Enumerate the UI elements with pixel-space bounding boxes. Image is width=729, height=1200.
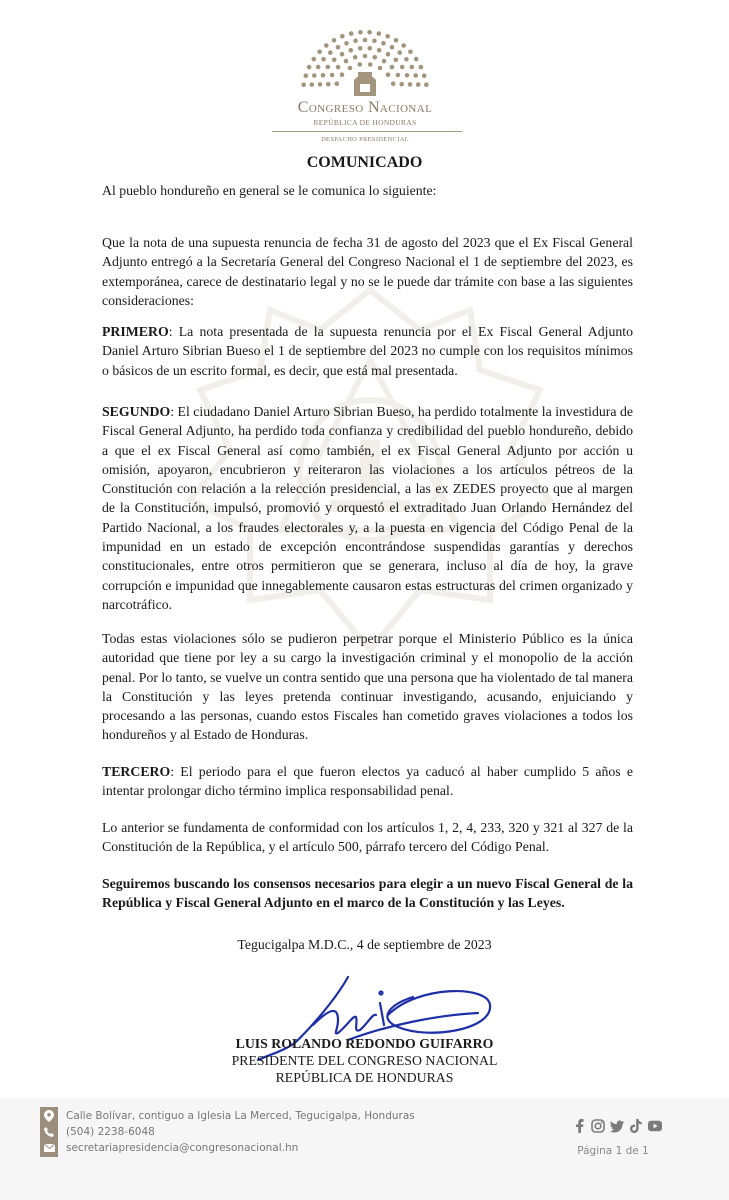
email-row [40, 1139, 298, 1157]
closing-statement: Seguiremos buscando los consensos necesarios para elegir a un nuevo Fiscal General de la República y Fiscal General Adjunto en el marco de la Constitución y las Leyes. [102, 876, 633, 911]
social-icons [572, 1119, 662, 1133]
logo-seat-dot [394, 58, 399, 63]
logo-seat-dot [358, 62, 363, 67]
logo-seat-dot [307, 65, 312, 70]
logo-seat-dot [312, 73, 317, 78]
primero-paragraph [102, 322, 633, 380]
violations-paragraph: Todas estas violaciones sólo se pudieron perpetrar porque el Ministerio Público es la única autoridad que tiene por ley a su cargo la investigación criminal y el monopolio de la acción penal. Por lo tanto, se vuelve un contra sentido que una persona que ha violentado de tal manera la Constitución y las leyes pretenda continuar investigando, acusando, enjuiciando y procesando a las personas, cuando estos Fiscales han cometido graves violaciones a todos los hondureños y al Estado de Honduras. [102, 631, 633, 743]
logo-seat-dot [312, 57, 317, 62]
logo-seat-dot [399, 82, 404, 87]
logo-seat-dot [390, 65, 395, 70]
logo-seat-dot [321, 57, 326, 62]
logo-divider [272, 131, 462, 132]
tiktok-icon[interactable] [629, 1119, 643, 1133]
logo-seat-dot [340, 34, 345, 39]
logo-seat-dot [321, 73, 326, 78]
logo-seat-dot [404, 57, 409, 62]
logo-seat-dot [349, 48, 354, 53]
logo-seat-dot [394, 38, 399, 43]
logo-seat-dot [310, 82, 315, 87]
logo-seat-dot [408, 82, 413, 87]
logo-seat-dot [408, 50, 413, 55]
intro-paragraph: Que la nota de una supuesta renuncia de fecha 31 de agosto del 2023 que el Ex Fiscal General Adjunto entregó a la Secretaría General del Congreso Nacional el 1 de septiembre del 2023, es extemporánea, carece de destinatario legal y no se le puede dar trámite con base a las siguientes consideraciones: [102, 235, 633, 308]
segundo-text: : El ciudadano Daniel Arturo Sibrian Bueso, ha perdido totalmente la investidura de Fiscal General Adjunto, ha perdido toda confianza y credibilidad del pueblo hondureño, debido a que el ex Fiscal General así como también, el ex Fiscal General Adjunto por acción u omisión, apoyaron, encubrieron y reiteraron las violaciones a los artículos pétreos de la Constitución con relación a la relección presidencial, a las ex ZEDES proyecto que al margen de la Constitución, impulsó, promovió y orquestó el extraditado Juan Orlando Hernández del Partido Nacional, a los fraudes electorales y, a la puesta en vigencia del Código Penal de la impunidad en un estado de excepción encontrándose suspendidas garantías y derechos constitucionales, entre otros permitieron que se generara, incluso al día de hoy, la grave corrupción e impunidad que innegablemente causaron estas estructuras del crimen organizado y narcotráfico. [102, 404, 633, 612]
logo-seat-dot [353, 39, 358, 44]
logo-seat-dot [419, 65, 424, 70]
logo-seat-dot [422, 73, 427, 78]
logo-seat-dot [332, 58, 337, 63]
logo-seat-dot [353, 55, 358, 60]
logo-seat-dot [326, 82, 331, 87]
youtube-icon[interactable] [648, 1119, 662, 1133]
logo-seat-dot [330, 73, 335, 78]
logo-seat-dot [358, 46, 363, 51]
logo-seat-dot [372, 39, 377, 44]
logo-seat-dot [397, 50, 402, 55]
instagram-icon[interactable] [591, 1119, 605, 1133]
office-label: DESPACHO PRESIDENCIAL [321, 136, 409, 143]
logo-seat-dot [373, 55, 378, 60]
logo-seat-dot [416, 82, 421, 87]
logo-seat-dot [378, 66, 383, 71]
logo-subtitle: REPÚBLICA DE HONDURAS [313, 118, 417, 127]
logo-seat-dot [317, 50, 322, 55]
salutation: Al pueblo hondureño en general se le comunica lo siguiente: [102, 183, 437, 198]
logo-seat-dot [382, 59, 387, 64]
logo-seat-dot [348, 66, 353, 71]
signatory-title: PRESIDENTE DEL CONGRESO NACIONAL [231, 1053, 498, 1068]
logo-seat-dot [368, 62, 373, 67]
phone-text: (504) 2238-6048 [66, 1126, 155, 1138]
logo-seat-dot [401, 43, 406, 48]
tercero-paragraph [102, 762, 633, 801]
logo-seat-dot [326, 65, 331, 70]
logo-seat-dot [377, 48, 382, 53]
logo-seat-dot [377, 31, 382, 36]
logo-title: Congreso Nacional [297, 99, 433, 116]
logo-seat-dot [390, 45, 395, 50]
email-link[interactable]: secretariapresidencia@congresonacional.hn [66, 1142, 299, 1154]
logo-seat-dot [368, 46, 373, 51]
logo-seat-dot [396, 73, 401, 78]
logo-seat-dot [349, 31, 354, 36]
logo-seat-dot [328, 50, 333, 55]
logo-seat-dot [381, 41, 386, 46]
logo-seat-dot [385, 34, 390, 39]
page-number: Página 1 de 1 [577, 1145, 649, 1157]
logo-seat-dot [358, 30, 363, 35]
logo-seat-dot [336, 65, 341, 70]
signatory-country: REPÚBLICA DE HONDURAS [275, 1070, 454, 1085]
logo-seat-dot [363, 54, 368, 59]
tercero-text: : El periodo para el que fueron electos ya caducó al haber cumplido 5 años e intentar prolongar dicho término implica responsabilidad penal. [102, 764, 633, 799]
primero-text: : La nota presentada de la supuesta renuncia por el Ex Fiscal General Adjunto Daniel Arturo Sibrian Bueso el 1 de septiembre del 2023 no cumple con los requisitos mínimos o básicos de un escrito formal, es decir, que está mal presentada. [102, 324, 633, 378]
segundo-label: SEGUNDO [102, 404, 171, 419]
logo-seat-dot [318, 82, 323, 87]
signatory-name: LUIS ROLANDO REDONDO GUIFARRO [235, 1036, 494, 1051]
logo-seat-dot [335, 81, 340, 86]
logo-seat-dot [386, 72, 391, 77]
logo-seat-dot [344, 41, 349, 46]
logo-seat-dot [405, 73, 410, 78]
logo-seat-dot [340, 72, 345, 77]
logo-seat-dot [336, 45, 341, 50]
date-line: Tegucigalpa M.D.C., 4 de septiembre de 2023 [237, 937, 492, 952]
logo-seat-dot [301, 83, 306, 88]
logo-seat-dot [324, 43, 329, 48]
logo-seat-dot [413, 73, 418, 78]
logo-seat-dot [304, 73, 309, 78]
logo-seat-dot [386, 52, 391, 57]
envelope-icon [40, 1139, 58, 1157]
logo-seat-dot [400, 65, 405, 70]
logo-seat-dot [410, 65, 415, 70]
logo-seat-dot [414, 57, 419, 62]
primero-label: PRIMERO [102, 324, 169, 339]
logo-seat-dot [332, 38, 337, 43]
logo-seat-dot [340, 52, 345, 57]
twitter-icon[interactable] [610, 1119, 624, 1133]
document-heading: COMUNICADO [306, 154, 423, 171]
segundo-paragraph [102, 402, 633, 614]
facebook-icon[interactable] [572, 1119, 586, 1133]
logo-seat-dot [391, 81, 396, 86]
address-text: Calle Bolívar, contiguo a Iglesia La Merced, Tegucigalpa, Honduras [66, 1110, 415, 1122]
legal-basis-paragraph: Lo anterior se fundamenta de conformidad con los artículos 1, 2, 4, 233, 320 y 321 al 327 de la Constitución de la República, y el artículo 500, párrafo tercero del Código Penal. [102, 820, 633, 855]
tercero-label: TERCERO [102, 764, 171, 779]
logo-seat-dot [363, 38, 368, 43]
logo-seat-dot [316, 65, 321, 70]
logo-seat-dot [367, 30, 372, 35]
logo-seat-dot [424, 83, 429, 88]
logo-seat-dot [344, 59, 349, 64]
